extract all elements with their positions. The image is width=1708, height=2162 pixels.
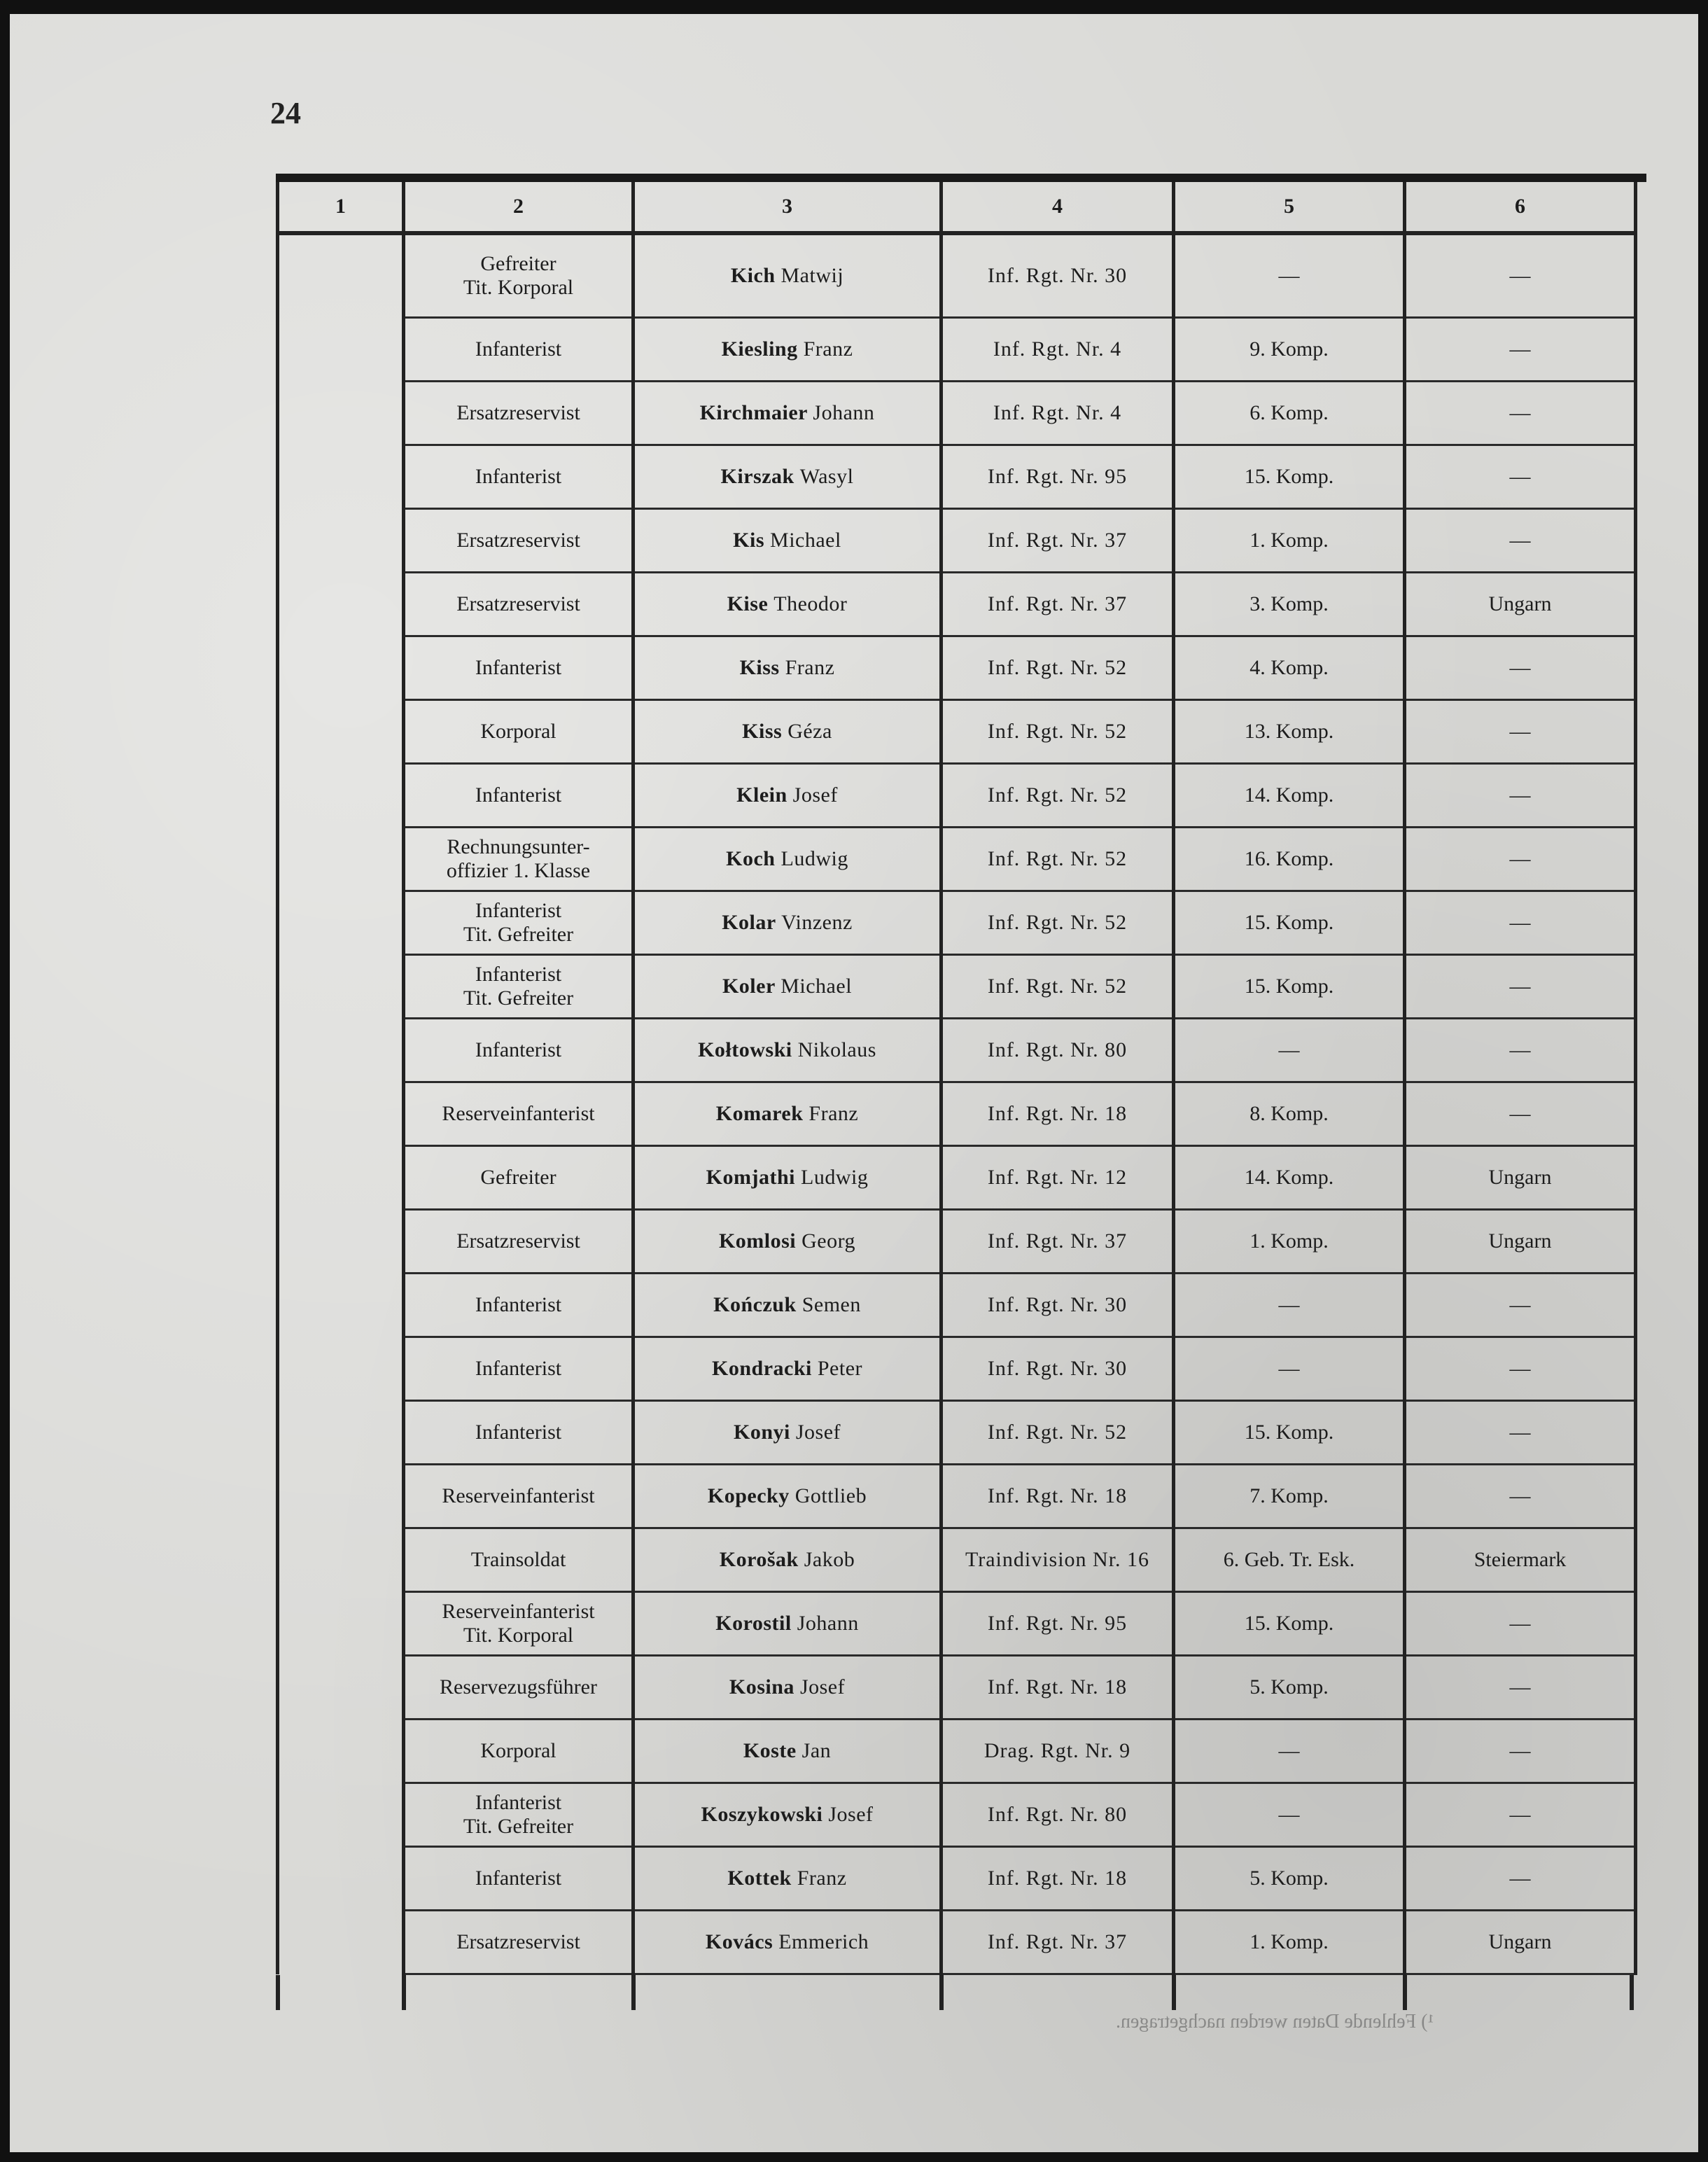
table-row [278,1019,1636,1082]
remark-cell: Ungarn [1405,1911,1636,1974]
surname: Komjathi [706,1166,795,1189]
rank-cell [404,1528,634,1592]
col-header-4: 4 [941,182,1174,233]
surname: Korošak [719,1548,799,1571]
rank-line: Reservezugsführer [440,1675,597,1699]
given-name: Josef [795,1421,841,1444]
table-row [278,1146,1636,1210]
unit-cell: Inf. Rgt. Nr. 18 [941,1082,1174,1146]
rank-line: Gefreiter [480,1166,556,1189]
row-number-cell [278,1656,404,1720]
rank-cell [404,573,634,636]
unit-cell: Inf. Rgt. Nr. 52 [941,636,1174,700]
company-cell: 9. Komp. [1174,318,1405,382]
col-header-2: 2 [404,182,634,233]
remark-cell: — [1405,1465,1636,1528]
given-name: Matwij [780,264,844,287]
rank-cell [404,764,634,828]
rank-line: Infanterist [475,465,562,488]
col-header-1: 1 [278,182,404,233]
name-cell [634,1210,941,1274]
surname: Kis [733,529,765,552]
remark-cell: — [1405,764,1636,828]
rank-line: Korporal [480,1739,556,1762]
name-cell [634,636,941,700]
company-cell: 15. Komp. [1174,445,1405,509]
rank-cell [404,1019,634,1082]
row-number-cell [278,700,404,764]
unit-cell: Inf. Rgt. Nr. 30 [941,1337,1174,1401]
surname: Kich [730,264,776,287]
surname: Korostil [715,1612,792,1635]
given-name: Jakob [804,1548,855,1571]
table-row [278,509,1636,573]
column-stub-line [631,1975,636,2010]
rank-line: Trainsoldat [470,1548,566,1571]
rank-line: Ersatzreservist [456,401,580,424]
row-number-cell [278,1082,404,1146]
rank-cell [404,1465,634,1528]
company-cell: 8. Komp. [1174,1082,1405,1146]
rank-line: Reserveinfanterist [442,1484,595,1507]
unit-cell: Inf. Rgt. Nr. 95 [941,445,1174,509]
rank-line: Reserveinfanterist [442,1600,595,1623]
remark-cell: — [1405,1847,1636,1911]
surname: Konyi [733,1421,790,1444]
given-name: Peter [817,1357,862,1380]
company-cell: 15. Komp. [1174,955,1405,1019]
row-number-cell [278,764,404,828]
table-row [278,1465,1636,1528]
row-number-cell [278,1847,404,1911]
name-cell [634,891,941,955]
surname: Koch [726,847,776,870]
rank-line: Tit. Gefreiter [463,986,574,1010]
remark-cell: — [1405,1274,1636,1337]
remark-cell: — [1405,828,1636,891]
surname: Kirchmaier [699,401,808,424]
company-cell: — [1174,1337,1405,1401]
company-cell: 1. Komp. [1174,1911,1405,1974]
roster-body [278,233,1636,1974]
rank-cell [404,1783,634,1847]
given-name: Johann [813,401,875,424]
unit-cell: Inf. Rgt. Nr. 37 [941,509,1174,573]
rank-cell [404,1337,634,1401]
unit-cell: Inf. Rgt. Nr. 4 [941,318,1174,382]
col-header-3: 3 [634,182,941,233]
given-name: Johann [797,1612,859,1635]
given-name: Gottlieb [794,1484,867,1507]
unit-cell: Inf. Rgt. Nr. 80 [941,1783,1174,1847]
rank-line: Korporal [480,720,556,743]
rank-cell [404,828,634,891]
company-cell: 5. Komp. [1174,1656,1405,1720]
given-name: Josef [799,1675,846,1699]
table-row [278,1528,1636,1592]
row-number-cell [278,828,404,891]
rank-cell [404,1401,634,1465]
rank-cell [404,1847,634,1911]
unit-cell: Inf. Rgt. Nr. 37 [941,1911,1174,1974]
name-cell [634,1528,941,1592]
rank-cell [404,891,634,955]
table-row [278,1592,1636,1656]
remark-cell: Ungarn [1405,1146,1636,1210]
given-name: Ludwig [801,1166,869,1189]
table-row [278,1082,1636,1146]
row-number-cell [278,1401,404,1465]
given-name: Semen [802,1293,861,1316]
name-cell [634,1847,941,1911]
surname: Koszykowski [701,1803,823,1826]
company-cell: — [1174,1019,1405,1082]
table-row [278,1783,1636,1847]
remark-cell: — [1405,636,1636,700]
remark-cell: — [1405,1019,1636,1082]
remark-cell: — [1405,382,1636,445]
surname: Kondracki [712,1357,812,1380]
rank-line: Infanterist [475,1791,562,1814]
remark-cell: — [1405,233,1636,318]
company-cell: 5. Komp. [1174,1847,1405,1911]
row-number-cell [278,318,404,382]
header-row [278,182,1636,233]
unit-cell: Inf. Rgt. Nr. 18 [941,1847,1174,1911]
company-cell: 3. Komp. [1174,573,1405,636]
rank-line: Infanterist [475,1293,562,1316]
company-cell: 1. Komp. [1174,509,1405,573]
rank-line: Infanterist [475,899,562,922]
unit-cell: Inf. Rgt. Nr. 37 [941,1210,1174,1274]
given-name: Theodor [774,592,848,615]
table-tail [276,1975,1634,2011]
rank-cell [404,1146,634,1210]
table-row [278,764,1636,828]
surname: Kiss [739,656,780,679]
column-stub-line [1172,1975,1176,2010]
unit-cell: Inf. Rgt. Nr. 37 [941,573,1174,636]
remark-cell: Steiermark [1405,1528,1636,1592]
company-cell: 6. Geb. Tr. Esk. [1174,1528,1405,1592]
table-row [278,1210,1636,1274]
rank-cell [404,1210,634,1274]
given-name: Emmerich [778,1930,869,1953]
company-cell: — [1174,1720,1405,1783]
rank-line: Infanterist [475,783,562,807]
remark-cell: — [1405,1783,1636,1847]
table-row [278,1401,1636,1465]
name-cell [634,1401,941,1465]
rank-line: Ersatzreservist [456,1229,580,1253]
table-row [278,445,1636,509]
surname: Kiesling [721,337,798,361]
given-name: Franz [785,656,835,679]
row-number-cell [278,382,404,445]
table-row [278,828,1636,891]
row-number-cell [278,1210,404,1274]
surname: Kirszak [720,465,794,488]
company-cell: 4. Komp. [1174,636,1405,700]
surname: Koste [743,1739,797,1762]
table-row [278,573,1636,636]
rank-line: Ersatzreservist [456,592,580,615]
row-number-cell [278,1465,404,1528]
surname: Komlosi [718,1229,797,1253]
surname: Kosina [729,1675,794,1699]
unit-cell: Inf. Rgt. Nr. 52 [941,764,1174,828]
given-name: Georg [802,1229,856,1253]
company-cell: 14. Komp. [1174,764,1405,828]
name-cell [634,1019,941,1082]
table-row [278,1720,1636,1783]
name-cell [634,1274,941,1337]
roster-table [276,182,1637,1975]
remark-cell: — [1405,1082,1636,1146]
surname: Kończuk [713,1293,797,1316]
table-row [278,700,1636,764]
surname: Kopecky [707,1484,790,1507]
rank-cell [404,233,634,318]
rank-line: Infanterist [475,1421,562,1444]
unit-cell: Drag. Rgt. Nr. 9 [941,1720,1174,1783]
rank-line: Infanterist [475,1357,562,1380]
rank-cell [404,318,634,382]
unit-cell: Inf. Rgt. Nr. 95 [941,1592,1174,1656]
name-cell [634,233,941,318]
given-name: Josef [828,1803,874,1826]
name-cell [634,1146,941,1210]
unit-cell: Inf. Rgt. Nr. 80 [941,1019,1174,1082]
table-row [278,233,1636,318]
table-row [278,1656,1636,1720]
top-rule [276,174,1646,182]
remark-cell: — [1405,445,1636,509]
given-name: Nikolaus [797,1038,876,1061]
name-cell [634,764,941,828]
surname: Kottek [727,1867,792,1890]
column-stub-line [1630,1975,1634,2010]
given-name: Franz [797,1867,847,1890]
name-cell [634,445,941,509]
given-name: Josef [792,783,838,807]
column-stub-line [276,1975,280,2010]
rank-line: Tit. Korporal [463,276,574,299]
rank-cell [404,1274,634,1337]
rank-cell [404,1592,634,1656]
remark-cell: — [1405,1656,1636,1720]
table-row [278,955,1636,1019]
given-name: Ludwig [780,847,848,870]
rank-line: Ersatzreservist [456,1930,580,1953]
table-row [278,636,1636,700]
rank-cell [404,445,634,509]
company-cell: — [1174,233,1405,318]
surname: Klein [736,783,788,807]
remark-cell: — [1405,891,1636,955]
company-cell: 1. Komp. [1174,1210,1405,1274]
rank-line: Gefreiter [480,252,556,275]
unit-cell: Inf. Rgt. Nr. 30 [941,1274,1174,1337]
row-number-cell [278,1274,404,1337]
unit-cell: Inf. Rgt. Nr. 52 [941,700,1174,764]
row-number-cell [278,233,404,318]
mirrored-footnote: ¹) Fehlende Daten werden nachgetragen. [1116,2011,1434,2032]
remark-cell: Ungarn [1405,573,1636,636]
remark-cell: — [1405,509,1636,573]
row-number-cell [278,445,404,509]
name-cell [634,1337,941,1401]
rank-cell [404,1082,634,1146]
remark-cell: Ungarn [1405,1210,1636,1274]
rank-line: Ersatzreservist [456,529,580,552]
rank-cell [404,1656,634,1720]
surname: Komarek [715,1102,804,1125]
row-number-cell [278,1337,404,1401]
company-cell: 7. Komp. [1174,1465,1405,1528]
column-stub-line [939,1975,944,2010]
roster-table-wrap [276,182,1634,1975]
rank-line: Reserveinfanterist [442,1102,595,1125]
row-number-cell [278,955,404,1019]
table-row [278,1337,1636,1401]
rank-line: Infanterist [475,337,562,361]
row-number-cell [278,1146,404,1210]
column-stub-line [402,1975,406,2010]
company-cell: 6. Komp. [1174,382,1405,445]
unit-cell: Traindivision Nr. 16 [941,1528,1174,1592]
rank-line: Infanterist [475,656,562,679]
row-number-cell [278,1592,404,1656]
row-number-cell [278,509,404,573]
col-header-6: 6 [1405,182,1636,233]
rank-cell [404,700,634,764]
rank-cell [404,636,634,700]
rank-line: Infanterist [475,1867,562,1890]
rank-cell [404,1720,634,1783]
table-row [278,891,1636,955]
name-cell [634,509,941,573]
remark-cell: — [1405,955,1636,1019]
given-name: Michael [770,529,841,552]
page-number: 24 [270,96,301,130]
given-name: Géza [788,720,832,743]
given-name: Jan [802,1739,832,1762]
company-cell: 15. Komp. [1174,1592,1405,1656]
name-cell [634,1656,941,1720]
given-name: Michael [780,975,853,998]
rank-cell [404,955,634,1019]
table-row [278,1911,1636,1974]
surname: Kovács [705,1930,774,1953]
name-cell [634,382,941,445]
name-cell [634,1592,941,1656]
row-number-cell [278,891,404,955]
company-cell: — [1174,1783,1405,1847]
company-cell: 15. Komp. [1174,891,1405,955]
surname: Kołtowski [698,1038,792,1061]
surname: Koler [722,975,776,998]
col-header-5: 5 [1174,182,1405,233]
rank-line: offizier 1. Klasse [446,859,591,882]
unit-cell: Inf. Rgt. Nr. 18 [941,1656,1174,1720]
table-row [278,1274,1636,1337]
company-cell: 13. Komp. [1174,700,1405,764]
rank-cell [404,1911,634,1974]
table-row [278,318,1636,382]
remark-cell: — [1405,700,1636,764]
unit-cell: Inf. Rgt. Nr. 52 [941,1401,1174,1465]
column-stub-line [1403,1975,1407,2010]
rank-line: Tit. Gefreiter [463,1815,574,1838]
name-cell [634,1783,941,1847]
scanned-page [10,14,1698,2152]
rank-cell [404,382,634,445]
rank-line: Rechnungsunter- [447,835,590,858]
table-row [278,1847,1636,1911]
rank-line: Tit. Gefreiter [463,923,574,946]
name-cell [634,828,941,891]
name-cell [634,1465,941,1528]
rank-line: Infanterist [475,963,562,986]
row-number-cell [278,573,404,636]
rank-cell [404,509,634,573]
unit-cell: Inf. Rgt. Nr. 52 [941,828,1174,891]
row-number-cell [278,1528,404,1592]
given-name: Wasyl [799,465,854,488]
unit-cell: Inf. Rgt. Nr. 30 [941,233,1174,318]
name-cell [634,573,941,636]
row-number-cell [278,1783,404,1847]
surname: Kiss [742,720,783,743]
unit-cell: Inf. Rgt. Nr. 4 [941,382,1174,445]
name-cell [634,1720,941,1783]
given-name: Franz [808,1102,859,1125]
surname: Kise [727,592,769,615]
name-cell [634,700,941,764]
rank-line: Tit. Korporal [463,1624,574,1647]
row-number-cell [278,636,404,700]
remark-cell: — [1405,1401,1636,1465]
table-row [278,382,1636,445]
company-cell: 14. Komp. [1174,1146,1405,1210]
unit-cell: Inf. Rgt. Nr. 18 [941,1465,1174,1528]
name-cell [634,1082,941,1146]
rank-line: Infanterist [475,1038,562,1061]
company-cell: — [1174,1274,1405,1337]
row-number-cell [278,1720,404,1783]
remark-cell: — [1405,1720,1636,1783]
given-name: Vinzenz [781,911,853,934]
row-number-cell [278,1911,404,1974]
unit-cell: Inf. Rgt. Nr. 52 [941,891,1174,955]
remark-cell: — [1405,318,1636,382]
remark-cell: — [1405,1337,1636,1401]
given-name: Franz [803,337,853,361]
row-number-cell [278,1019,404,1082]
company-cell: 15. Komp. [1174,1401,1405,1465]
remark-cell: — [1405,1592,1636,1656]
name-cell [634,318,941,382]
name-cell [634,955,941,1019]
name-cell [634,1911,941,1974]
surname: Kolar [722,911,776,934]
unit-cell: Inf. Rgt. Nr. 52 [941,955,1174,1019]
company-cell: 16. Komp. [1174,828,1405,891]
unit-cell: Inf. Rgt. Nr. 12 [941,1146,1174,1210]
